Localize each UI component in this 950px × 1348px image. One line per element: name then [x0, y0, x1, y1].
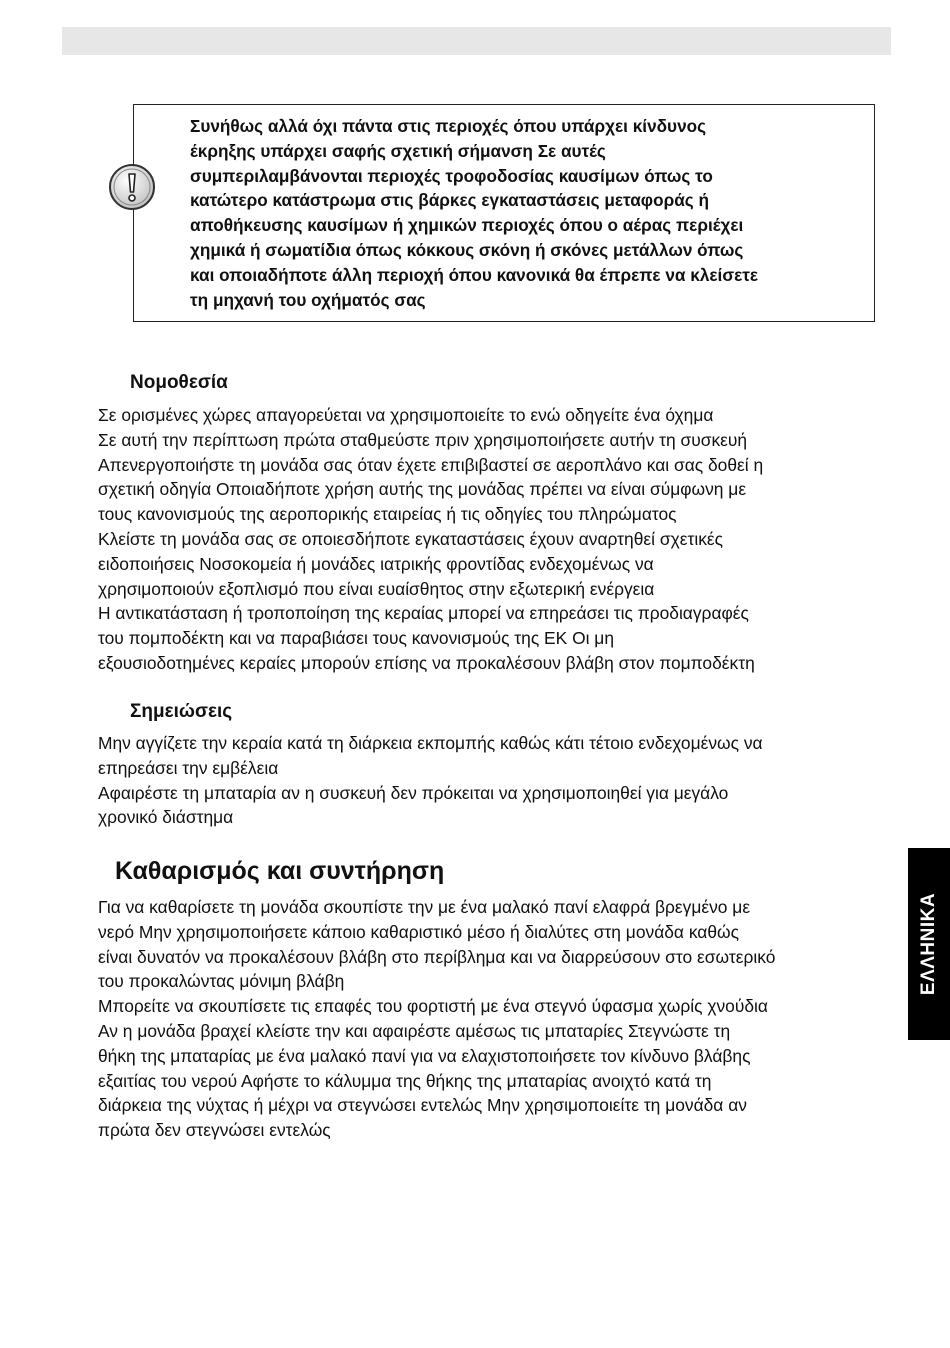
warning-box: [133, 104, 875, 322]
language-tab-label: ΕΛΛΗΝΙΚΑ: [918, 892, 939, 996]
warning-text: Συνήθως αλλά όχι πάντα στις περιοχές όπου υπάρχει κίνδυνος έκρηξης υπάρχει σαφής σχετική σήμανση Σε αυτές συμπεριλαμβάνονται περιοχές τροφοδοσίας καυσίμων όπως το κατώτερο κατάστρωμα στις βάρκες εγκαταστάσεις μεταφοράς ή αποθήκευσης καυσίμων ή χημικών περιοχές όπου ο αέρας περιέχει χημικά ή σωματίδια όπως κόκκους σκόνη ή σκόνες μετάλλων όπως και οποιαδήποτε άλλη περιοχή όπου κανονικά θα έπρεπε να κλείσετε τη μηχανή του οχήματός σας: [190, 116, 759, 310]
language-tab: [908, 848, 950, 1040]
header-bar: [62, 27, 891, 55]
cleaning-text: Για να καθαρίσετε τη μονάδα σκουπίστε την με ένα μαλακό πανί ελαφρά βρεγμένο με νερό Μην χρησιμοποιήσετε κάποιο καθαριστικό μέσο ή διαλύτες στη μονάδα καθώς είναι δυνατόν να προκαλέσουν βλάβη στο περίβλημα και να διαρρεύσουν στο εσωτερικό του προκαλώντας μόνιμη βλάβη Μπορείτε να σκουπίσετε τις επαφές του φορτιστή με ένα στεγνό ύφασμα χωρίς χνούδια Αν η μονάδα βραχεί κλείστε την και αφαιρέστε αμέσως τις μπαταρίες Στεγνώστε τη θήκη της μπαταρίας με ένα μαλακό πανί για να ελαχιστοποιήσετε τον κίνδυνο βλάβης εξαιτίας του νερού Αφήστε το κάλυμμα της θήκης της μπαταρίας ανοιχτό κατά τη διάρκεια της νύχτας ή μέχρι να στεγνώσει εντελώς Μην χρησιμοποιείτε τη μονάδα αν πρώτα δεν στεγνώσει εντελώς: [98, 897, 776, 1141]
legislation-heading: Νομοθεσία: [130, 372, 228, 393]
cleaning-heading: Καθαρισμός και συντήρηση: [115, 857, 445, 885]
exclamation-warning-icon: [108, 163, 156, 211]
notes-text: Μην αγγίζετε την κεραία κατά τη διάρκεια εκπομπής καθώς κάτι τέτοιο ενδεχομένως να επηρεάσει την εμβέλεια Αφαιρέστε τη μπαταρία αν η συσκευή δεν πρόκειται να χρησιμοποιηθεί για μεγάλο χρονικό διάστημα: [98, 733, 763, 828]
legislation-text: Σε ορισμένες χώρες απαγορεύεται να χρησιμοποιείτε το ενώ οδηγείτε ένα όχημα Σε αυτή την περίπτωση πρώτα σταθμεύστε πριν χρησιμοποιήσετε αυτήν τη συσκευή Απενεργοποιήστε τη μονάδα σας όταν έχετε επιβιβαστεί σε αεροπλάνο και σας δοθεί η σχετική οδηγία Οποιαδήποτε χρήση αυτής της μονάδας πρέπει να είναι σύμφωνη με τους κανονισμούς της αεροπορικής εταιρείας ή τις οδηγίες του πληρώματος Κλείστε τη μονάδα σας σε οποιεσδήποτε εγκαταστάσεις έχουν αναρτηθεί σχετικές ειδοποιήσεις Νοσοκομεία ή μονάδες ιατρικής φροντίδας ενδεχομένως να χρησιμοποιούν εξοπλισμό που είναι ευαίσθητος στην εξωτερική ενέργεια Η αντικατάσταση ή τροποποίηση της κεραίας μπορεί να επηρεάσει τις προδιαγραφές του πομποδέκτη και να παραβιάσει τους κανονισμούς της ΕΚ Οι μη εξουσιοδοτημένες κεραίες μπορούν επίσης να προκαλέσουν βλάβη στον πομποδέκτη: [98, 405, 764, 673]
notes-heading: Σημειώσεις: [130, 701, 233, 722]
